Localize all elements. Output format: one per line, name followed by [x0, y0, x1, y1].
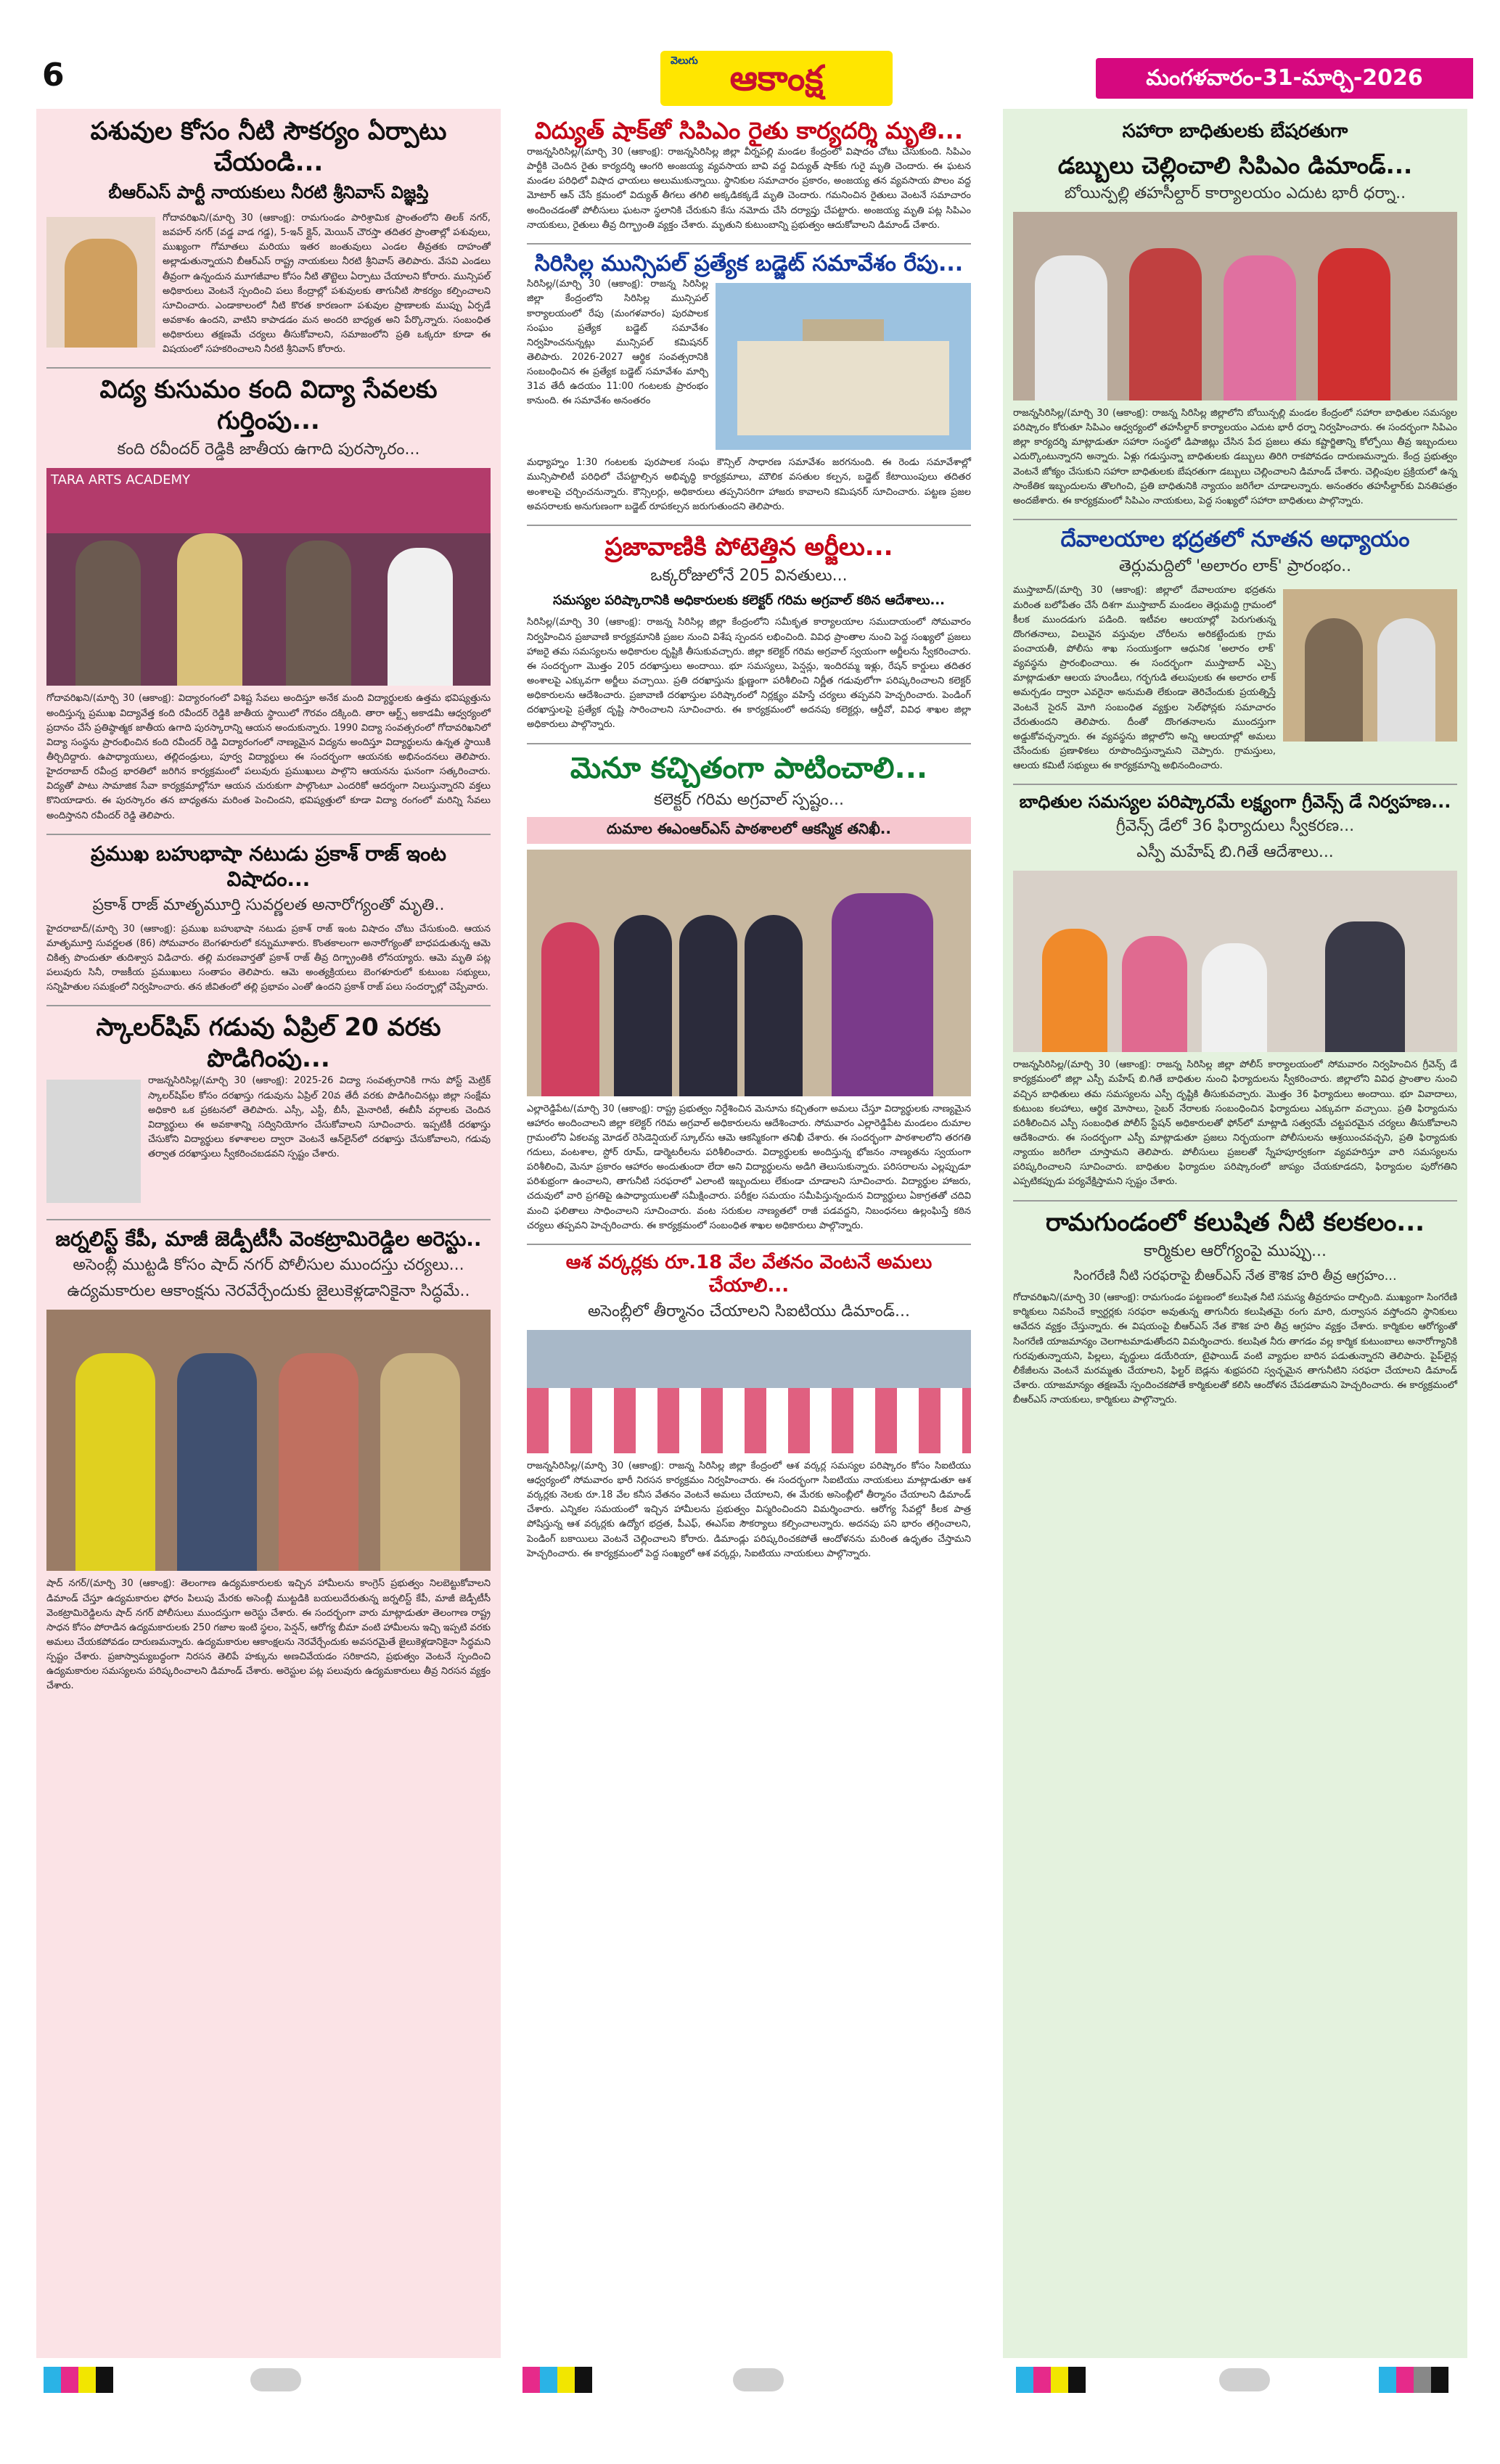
article-body: రాజన్నసిరిసిల్ల/(మార్చి 30 (ఆకాంక్ష): 2025-26 విద్యా సంవత్సరానికి గాను పోస్ట్ మెట్రిక్ స్కాలర్‌షిప్‌ల కోసం దరఖాస్తు గడువును ఏప్రిల్ 20వ తేదీ వరకు పొడిగించినట్లు జిల్లా సంక్షేమ అధికారి ఒక ప్రకటనలో తెలిపారు. ఎస్సీ, ఎస్టీ, బీసీ, మైనారిటీ, ఈబీసీ వర్గాలకు చెందిన విద్యార్థులు ఈ అవకాశాన్ని సద్వినియోగం చేసుకోవాలని సూచించారు. ఇప్పటికీ దరఖాస్తు చేసుకోని విద్యార్థులు కళాశాలల ద్వారా వెంటనే ఆన్‌లైన్‌లో దరఖాస్తు చేసుకోవాలని, గడువు తర్వాత దరఖాస్తులు స్వీకరించబడవని స్పష్టం చేశారు.: [148, 1075, 491, 1160]
article-body: ముస్తాబాద్/(మార్చి 30 (ఆకాంక్ష): జిల్లాలో దేవాలయాల భద్రతను మరింత బలోపేతం చేసే దిశగా ముస్తాబాద్ మండలం తెర్లుమద్ది గ్రామంలో కీలక ముందడుగు పడింది. ఇటీవల ఆలయాల్లో పెరుగుతున్న దొంగతనాలు, విలువైన వస్తువుల చోరీలను అరికట్టేందుకు గ్రామ పంచాయతీ, పోలీసు శాఖ సంయుక్తంగా ఆధునిక 'అలారం లాక్' వ్యవస్థను ప్రారంభించాయి. ఈ సందర్భంగా ముస్తాబాద్ ఎస్సై మాట్లాడుతూ ఆలయ హుండీలు, గర్భగుడి తలుపులకు ఈ అలారం లాక్ అమర్చడం ద్వారా ఎవరైనా అనుమతి లేకుండా తెరిచేందుకు ప్రయత్నిస్తే వెంటనే సైరన్ మోగి సంబంధిత వ్యక్తుల సెల్‌ఫోన్లకు సమాచారం చేరుతుందని తెలిపారు. దీంతో దొంగతనాలను ముందస్తుగా అడ్డుకోవచ్చన్నారు. ఈ వ్యవస్థను జిల్లాలోని అన్ని ఆలయాల్లో అమలు చేసేందుకు ప్రణాళికలు రూపొందిస్తున్నామని చెప్పారు. గ్రామస్తులు, ఆలయ కమిటీ సభ్యులు ఈ కార్యక్రమాన్ని అభినందించారు.: [1013, 585, 1276, 772]
article-body: గోదావరిఖని/(మార్చి 30 (ఆకాంక్ష): రామగుండం పారిశ్రామిక ప్రాంతంలోని తిలక్ నగర్, జవహర్ నగర్ (వడ్డ వాడ గడ్డ), 5-ఇన్ క్లైన్, మెయిన్ చౌరస్తా తదితర ప్రాంతాల్లో పశువులు, ముఖ్యంగా గోమాతలు మరియు ఇతర జంతువులు ఎండల తీవ్రతకు దాహంతో అల్లాడుతున్నాయని బీఆర్ఎస్ రాష్ట్ర నాయకులు నీరటి శ్రీనివాస్ తెలిపారు. వేసవి ఎండలు తీవ్రంగా ఉన్నందున మూగజీవాల కోసం నీటి తొట్టెలు ఏర్పాటు చేయాలని కోరారు. మున్సిపల్ అధికారులు వెంటనే స్పందించి పలు కేంద్రాల్లో పశువులకు తాగునీటి సౌకర్యం కల్పించాలని సూచించారు. ఎండాకాలంలో నీటి కొరత కారణంగా పశువుల ప్రాణాలకు ముప్పు ఏర్పడే అవకాశం ఉందని, వాటిని కాపాడడం మన అందరి బాధ్యత అని పేర్కొన్నారు. సంబంధిత అధికారులు తక్షణమే చర్యలు తీసుకోవాలని, సమాజంలోని ప్రతి ఒక్కరూ కూడా ఈ విషయంలో సహకరించాలని నీరటి శ్రీనివాస్ కోరారు.: [163, 213, 491, 356]
headline[interactable]: పశువుల కోసం నీటి సౌకర్యం ఏర్పాటు చేయండి...: [90, 117, 447, 177]
article-body: షాద్ నగర్/(మార్చి 30 (ఆకాంక్ష): తెలంగాణ ఉద్యమకారులకు ఇచ్చిన హామీలను కాంగ్రెస్ ప్రభుత్వం నిలబెట్టుకోవాలని డిమాండ్ చేస్తూ ఉద్యమకారుల ఫోరం పిలుపు మేరకు అసెంబ్లీ ముట్టడికి బయలుదేరుతున్న జర్నలిస్ట్ కేపీ, మాజీ జెడ్పీటీసీ వెంకట్రామిరెడ్డిలను షాద్ నగర్ పోలీసులు ముందస్తుగా అరెస్టు చేశారు. ఈ సందర్భంగా వారు మాట్లాడుతూ తెలంగాణ రాష్ట్ర సాధన కోసం పోరాడిన ఉద్యమకారులకు 250 గజాల ఇంటి స్థలం, పెన్షన్, ఆరోగ్య బీమా వంటి హామీలను ఇచ్చి ఇప్పటి వరకు అమలు చేయకపోవడం దారుణమన్నారు. ఉద్యమకారుల ఆకాంక్షలను నెరవేర్చేందుకు అవసరమైతే జైలుకెళ్లడానికైనా సిద్ధమని స్పష్టం చేశారు. ప్రజాస్వామ్యబద్ధంగా నిరసన తెలిపే హక్కును అణచివేయడం సరికాదని, ప్రభుత్వం వెంటనే స్పందించి ఉద్యమకారుల సమస్యలను పరిష్కరించాలని డిమాండ్ చేశారు. అరెస్టుల పట్ల పలువురు ఉద్యమకారులు తీవ్ర నిరసన వ్యక్తం చేశారు.: [46, 1578, 491, 1692]
story-asha-workers: [527, 1251, 971, 1561]
alarm-lock-photo: [1283, 589, 1457, 742]
story-contaminated-water: [1013, 1207, 1457, 1408]
article-body: సిరిసిల్ల/(మార్చి 30 (ఆకాంక్ష): రాజన్న సిరిసిల్ల జిల్లా కేంద్రంలోని సిరిసిల్ల మున్సిపల్ కార్యాలయంలో రేపు (మంగళవారం) పురపాలక సంఘం ప్రత్యేక బడ్జెట్ సమావేశం నిర్వహించనున్నట్లు మున్సిపల్ కమిషనర్ తెలిపారు. 2026-2027 ఆర్థిక సంవత్సరానికి సంబంధించిన ఈ ప్రత్యేక బడ్జెట్ సమావేశం మార్చి 31వ తేదీ ఉదయం 11:00 గంటలకు ప్రారంభం కానుంది. ఈ సమావేశం అనంతరం: [527, 279, 708, 407]
headline[interactable]: విద్యుత్ షాక్‌తో సిపిఎం రైతు కార్యదర్శి మృతి...: [535, 117, 963, 144]
headline[interactable]: స్కాలర్‌షిప్ గడువు ఏప్రిల్ 20 వరకు పొడిగింపు...: [96, 1013, 441, 1073]
left-column: [36, 109, 501, 2358]
kicker: సహారా బాధితులకు బేషరతుగా: [1122, 120, 1348, 142]
headline[interactable]: ప్రజావాణికి పోటెత్తిన అర్జీలు...: [604, 532, 893, 562]
subheadline-2: ఉద్యమకారుల ఆకాంక్షను నెరవేర్చేందుకు జైలుకెళ్లడానికైనా సిద్ధమే..: [67, 1282, 470, 1301]
headline[interactable]: రామగుండంలో కలుషిత నీటి కలకలం...: [1045, 1207, 1425, 1237]
protest-photo: [527, 1330, 971, 1453]
headline[interactable]: జర్నలిస్ట్ కేపీ, మాజీ జెడ్పీటీసీ వెంకట్రామిరెడ్డిల అరెస్టు..: [55, 1227, 482, 1252]
article-body: గోదావరిఖని/(మార్చి 30 (ఆకాంక్ష): రామగుండం పట్టణంలో కలుషిత నీటి సమస్య తీవ్రరూపం దాల్చింది. ముఖ్యంగా సింగరేణి కార్మికులు నివసించే క్వార్టర్లకు సరఫరా అవుతున్న తాగునీరు కలుషితమై రంగు మారి, దుర్వాసన వస్తోందని స్థానికులు ఆవేదన వ్యక్తం చేస్తున్నారు. ఈ విషయంపై బీఆర్ఎస్ నేత కౌశిక హరి తీవ్ర ఆగ్రహం వ్యక్తం చేశారు. కార్మికుల ఆరోగ్యంతో సింగరేణి యాజమాన్యం చెలగాటమాడుతోందని విమర్శించారు. కలుషిత నీరు తాగడం వల్ల కార్మిక కుటుంబాలు అనారోగ్యానికి గురవుతున్నాయని, పిల్లలు, వృద్ధులు డయేరియా, టైఫాయిడ్ వంటి వ్యాధుల బారిన పడుతున్నారని తెలిపారు. పైప్‌లైన్ల లీకేజీలను వెంటనే మరమ్మతు చేయాలని, ఫిల్టర్ బెడ్లను శుభ్రపరచి స్వచ్ఛమైన తాగునీటిని సరఫరా చేయాలని డిమాండ్ చేశారు. యాజమాన్యం తక్షణమే స్పందించకపోతే కార్మికులతో కలిసి ఆందోళన చేపడతామని హెచ్చరించారు. ఈ కార్యక్రమంలో బీఆర్ఎస్ నాయకులు, కార్మికులు పాల్గొన్నారు.: [1013, 1292, 1457, 1406]
story-kandi-award: [46, 374, 491, 823]
registration-pill: [250, 2368, 301, 2391]
headline[interactable]: సిరిసిల్ల మున్సిపల్ ప్రత్యేక బడ్జెట్ సమావేశం రేపు...: [534, 250, 964, 276]
dharna-photo: [1013, 212, 1457, 401]
article-body: రాజన్నసిరిసిల్ల/(మార్చి 30 (ఆకాంక్ష): రాజన్నసిరిసిల్ల జిల్లా వీర్నపల్లి మండల కేంద్రంలో విషాదం చోటు చేసుకుంది. సిపిఎం పార్టీకి చెందిన రైతు కార్యదర్శి ఆంగరి అంజయ్య వ్యవసాయ బావి వద్ద విద్యుత్ షాక్‌కు గురై మృతి చెందారు. ఈ ఘటన మండల పరిధిలో విషాద ఛాయలు అలుముకున్నాయి. స్థానికుల సమాచారం ప్రకారం, అంజయ్య తన వ్యవసాయ పొలం వద్ద మోటార్ ఆన్ చేసే క్రమంలో విద్యుత్ తీగలు తగిలి అక్కడికక్కడే మృతి చెందారు. గమనించిన రైతులు వెంటనే సమాచారం అందించడంతో పోలీసులు ఘటనా స్థలానికి చేరుకుని కేసు నమోదు చేసి దర్యాప్తు చేపట్టారు. అంజయ్య మృతి పట్ల సిపిఎం నాయకులు, రైతులు తీవ్ర దిగ్భ్రాంతి వ్యక్తం చేశారు. మృతుని కుటుంబాన్ని ప్రభుత్వం ఆదుకోవాలని డిమాండ్ చేశారు.: [527, 147, 971, 231]
photo-banner: TARA ARTS ACADEMY: [46, 468, 491, 533]
story-prakash-raj: [46, 841, 491, 995]
color-registration-bar: [1379, 2367, 1448, 2393]
story-prajavani: [527, 532, 971, 733]
award-photo: [46, 468, 491, 686]
article-body: సిరిసిల్ల/(మార్చి 30 (ఆకాంక్ష): రాజన్న సిరిసిల్ల జిల్లా కేంద్రంలోని సమీకృత కార్యాలయాల సముదాయంలో సోమవారం నిర్వహించిన ప్రజావాణి కార్యక్రమానికి ప్రజల నుంచి విశేష స్పందన లభించింది. వివిధ ప్రాంతాల నుంచి పెద్ద సంఖ్యలో ప్రజలు హాజరై తమ సమస్యలను అధికారుల దృష్టికి తీసుకువచ్చారు. జిల్లా కలెక్టర్ గరిమ అగ్రవాల్ స్వయంగా అర్జీలను స్వీకరించారు. ఈ సందర్భంగా మొత్తం 205 దరఖాస్తులు అందాయి. భూ సమస్యలు, పెన్షన్లు, ఇందిరమ్మ ఇళ్లు, రేషన్ కార్డులు తదితర అంశాలపై ఎక్కువగా అర్జీలు వచ్చాయి. ప్రతి దరఖాస్తును క్షుణ్ణంగా పరిశీలించి నిర్ణీత గడువులోగా పరిష్కరించాలని కలెక్టర్ అధికారులను ఆదేశించారు. ప్రజావాణి దరఖాస్తుల పరిష్కారంలో నిర్లక్ష్యం వహిస్తే చర్యలు తప్పవని హెచ్చరించారు. పెండింగ్ దరఖాస్తులపై ప్రత్యేక దృష్టి సారించాలని సూచించారు. ఈ కార్యక్రమంలో అదనపు కలెక్టర్లు, ఆర్డీవో, వివిధ శాఖల జిల్లా అధికారులు పాల్గొన్నారు.: [527, 617, 971, 731]
logo-tag: వెలుగు: [671, 55, 698, 67]
logo-text: ఆకాంక్ష: [729, 58, 824, 99]
subheadline: అసెంబ్లీ ముట్టడి కోసం షాద్ నగర్ పోలీసుల ముందస్తు చర్యలు...: [73, 1256, 464, 1275]
story-sircilla-budget: [527, 250, 971, 514]
story-scholarship: [46, 1012, 491, 1209]
story-journalist-arrest: [46, 1226, 491, 1693]
right-column: [1003, 109, 1467, 2358]
page-number: 6: [42, 57, 65, 94]
color-registration-bar: [1016, 2367, 1086, 2393]
grievance-photo: [1013, 871, 1457, 1052]
color-registration-bar: [44, 2367, 113, 2393]
subheadline-2: దుమాల ఈఎంఆర్ఎస్ పాఠశాలలో ఆకస్మిక తనిఖీ..: [527, 817, 971, 844]
headline[interactable]: మెనూ కచ్చితంగా పాటించాలి...: [570, 751, 928, 785]
subheadline-2: ఎస్పీ మహేష్ బి.గితే ఆదేశాలు...: [1136, 843, 1334, 862]
subheadline: కంది రవీందర్ రెడ్డికి జాతీయ ఉగాది పురస్కారం...: [117, 440, 420, 459]
subheadline: బీఆర్ఎస్ పార్టీ నాయకులు నీరటి శ్రీనివాస్ విజ్ఞప్తి: [108, 182, 429, 202]
headline[interactable]: దేవాలయాల భద్రతలో నూతన అధ్యాయం: [1060, 526, 1410, 552]
headline[interactable]: ఆశ వర్కర్లకు రూ.18 వేల వేతనం వెంటనే అమలు చేయాలి...: [565, 1251, 933, 1297]
article-body: రాజన్నసిరిసిల్ల/(మార్చి 30 (ఆకాంక్ష): రాజన్న సిరిసిల్ల జిల్లాలోని బోయిన్పల్లి మండల కేంద్రంలో సహారా బాధితుల సమస్యల పరిష్కారం కోరుతూ సిపిఎం ఆధ్వర్యంలో తహసీల్దార్ కార్యాలయం ఎదుట భారీ ధర్నా నిర్వహించారు. ఈ సందర్భంగా సిపిఎం జిల్లా కార్యదర్శి మాట్లాడుతూ సహారా సంస్థలో డిపాజిట్లు చేసిన పేద ప్రజలు తమ కష్టార్జితాన్ని కోల్పోయి తీవ్ర ఇబ్బందులు ఎదుర్కొంటున్నారని అన్నారు. ఏళ్లు గడుస్తున్నా బాధితులకు డబ్బులు తిరిగి రాకపోవడం దారుణమన్నారు. కేంద్ర ప్రభుత్వం వెంటనే జోక్యం చేసుకుని సహారా బాధితులకు బేషరతుగా డబ్బులు చెల్లించాలని డిమాండ్ చేశారు. చెల్లింపుల ప్రక్రియలో ఉన్న సాంకేతిక ఇబ్బందులను తొలగించి, ప్రతి బాధితునికి న్యాయం జరిగేలా చూడాలన్నారు. అనంతరం తహసీల్దార్‌కు వినతిపత్రం అందజేశారు. ఈ కార్యక్రమంలో సిపిఎం నాయకులు, పెద్ద సంఖ్యలో సహారా బాధితులు పాల్గొన్నారు.: [1013, 408, 1457, 506]
story-menu-inspection: [527, 750, 971, 1233]
dateline: మంగళవారం-31-మార్చి-2026: [1096, 58, 1473, 99]
article-body: గోదావరిఖని/(మార్చి 30 (ఆకాంక్ష): విద్యారంగంలో విశిష్ట సేవలు అందిస్తూ అనేక మంది విద్యార్థులకు ఉత్తమ భవిష్యత్తును అందిస్తున్న ప్రముఖ విద్యావేత్త కంది రవీందర్ రెడ్డికి జాతీయ స్థాయిలో గౌరవం దక్కింది. తారా ఆర్ట్స్ అకాడమీ ఆధ్వర్యంలో ప్రదానం చేసే ప్రతిష్ఠాత్మక జాతీయ ఉగాది పురస్కారాన్ని ఆయన అందుకున్నారు. 1990 విద్యా సంవత్సరంలో గోదావరిఖనిలో విద్యా సంస్థను ప్రారంభించిన కంది రవీందర్ రెడ్డి విద్యారంగంలో నాణ్యమైన విద్యను అందిస్తూ విద్యార్థులను ఉన్నత స్థాయికి తీర్చిదిద్దారు. ఉపాధ్యాయులు, తల్లిదండ్రులు, పూర్వ విద్యార్థులు ఈ సందర్భంగా ఆయనకు అభినందనలు తెలిపారు. హైదరాబాద్ రవీంద్ర భారతిలో జరిగిన కార్యక్రమంలో పలువురు ప్రముఖులు పాల్గొని ఆయనను ఘనంగా సత్కరించారు. విద్యతో పాటు సామాజిక సేవా కార్యక్రమాల్లోనూ ఆయన చురుకుగా పాల్గొంటూ ఎందరికో ఆదర్శంగా నిలుస్తున్నారని వక్తలు కొనియాడారు. ఈ పురస్కారం తన బాధ్యతను మరింత పెంచిందని, భవిష్యత్తులో కూడా విద్యా రంగంలో మరిన్ని సేవలు అందిస్తానని రవీందర్ రెడ్డి తెలిపారు.: [46, 693, 491, 821]
subheadline-2: సమస్యల పరిష్కారానికి అధికారులకు కలెక్టర్ గరిమ అగ్రవాల్ కఠిన ఆదేశాలు...: [552, 593, 946, 609]
story-grievance-day: [1013, 791, 1457, 1189]
middle-column: [517, 109, 981, 2358]
notice-photo: [46, 1080, 141, 1203]
article-body-continued: మధ్యాహ్నం 1:30 గంటలకు పురపాలక సంఘ కౌన్సిల్ సాధారణ సమావేశం జరగనుంది. ఈ రెండు సమావేశాల్లో మున్సిపాలిటీ పరిధిలో చేపట్టాల్సిన అభివృద్ధి కార్యక్రమాలు, మౌలిక వసతుల కల్పన, బడ్జెట్ కేటాయింపులు తదితర అంశాలపై చర్చించనున్నారు. కౌన్సిలర్లు, అధికారులు తప్పనిసరిగా హాజరు కావాలని కమిషనర్ సూచించారు. పట్టణ ప్రజల అవసరాలకు అనుగుణంగా బడ్జెట్ రూపకల్పన జరుగుతుందని తెలిపారు.: [527, 457, 971, 512]
subheadline-2: సింగరేణి నీటి సరఫరాపై బీఆర్ఎస్ నేత కౌశిక హరి తీవ్ర ఆగ్రహం...: [1073, 1268, 1397, 1284]
headline[interactable]: బాధితుల సమస్యల పరిష్కారమే లక్ష్యంగా గ్రీవెన్స్ డే నిర్వహణ...: [1019, 792, 1451, 813]
newspaper-logo[interactable]: [660, 51, 893, 106]
subheadline: అసెంబ్లీలో తీర్మానం చేయాలని సిఐటియు డిమాండ్...: [587, 1302, 910, 1321]
headline[interactable]: విద్య కుసుమం కంది విద్యా సేవలకు గుర్తింపు...: [99, 375, 438, 435]
headline[interactable]: ప్రముఖ బహుభాషా నటుడు ప్రకాశ్ రాజ్ ఇంట విషాదం...: [91, 841, 446, 891]
subheadline: గ్రీవెన్స్ డేలో 36 ఫిర్యాదులు స్వీకరణ...: [1115, 817, 1355, 836]
subheadline: తెర్లుమద్దిలో 'అలారం లాక్' ప్రారంభం..: [1118, 557, 1352, 576]
subheadline: కలెక్టర్ గరిమ అగ్రవాల్ స్పష్టం...: [653, 790, 845, 809]
headline[interactable]: డబ్బులు చెల్లించాలి సిపిఎం డిమాండ్...: [1057, 152, 1413, 179]
story-sahara-victims: [1013, 120, 1457, 509]
portrait-photo: [46, 217, 155, 348]
subheadline: బోయిన్పల్లి తహసీల్దార్ కార్యాలయం ఎదుట భారీ ధర్నా..: [1064, 184, 1406, 202]
school-visit-photo: [527, 850, 971, 1096]
story-electric-shock: [527, 116, 971, 233]
article-body: హైదరాబాద్/(మార్చి 30 (ఆకాంక్ష): ప్రముఖ బహుభాషా నటుడు ప్రకాశ్ రాజ్ ఇంట విషాదం చోటు చేసుకుంది. ఆయన మాతృమూర్తి సువర్ణలత (86) సోమవారం బెంగళూరులో కన్నుమూశారు. కొంతకాలంగా అనారోగ్యంతో బాధపడుతున్న ఆమె చికిత్స పొందుతూ తుదిశ్వాస విడిచారు. తల్లి మరణవార్తతో ప్రకాశ్ రాజ్ తీవ్ర దిగ్భ్రాంతికి లోనయ్యారు. ఆమె మృతి పట్ల పలువురు సినీ, రాజకీయ ప్రముఖులు సంతాపం తెలిపారు. ఆమె అంత్యక్రియలు బెంగళూరులో కుటుంబ సభ్యులు, సన్నిహితుల సమక్షంలో నిర్వహించారు. తన జీవితంలో తల్లి ప్రభావం ఎంతో ఉందని ప్రకాశ్ రాజ్ పలు సందర్భాల్లో చెప్పేవారు.: [46, 923, 491, 993]
municipal-building-photo: [716, 283, 971, 450]
story-cattle-water: [46, 116, 491, 357]
article-body: రాజన్నసిరిసిల్ల/(మార్చి 30 (ఆకాంక్ష): రాజన్న సిరిసిల్ల జిల్లా పోలీస్ కార్యాలయంలో సోమవారం నిర్వహించిన గ్రీవెన్స్ డే కార్యక్రమంలో జిల్లా ఎస్పీ మహేష్ బి.గితే బాధితుల నుంచి ఫిర్యాదులను స్వీకరించారు. జిల్లాలోని వివిధ ప్రాంతాల నుంచి వచ్చిన బాధితులు తమ సమస్యలను ఎస్పీ దృష్టికి తీసుకువచ్చారు. మొత్తం 36 ఫిర్యాదులు అందాయి. భూ వివాదాలు, కుటుంబ కలహాలు, ఆర్థిక మోసాలు, సైబర్ నేరాలకు సంబంధించిన ఫిర్యాదులు ఎక్కువగా వచ్చాయి. ప్రతి ఫిర్యాదును పరిశీలించిన ఎస్పీ సంబంధిత పోలీస్ స్టేషన్ అధికారులతో ఫోన్‌లో మాట్లాడి సత్వరమే చట్టపరమైన చర్యలు తీసుకోవాలని ఆదేశించారు. ఈ సందర్భంగా ఎస్పీ మాట్లాడుతూ ప్రజలు నిర్భయంగా పోలీసులను ఆశ్రయించవచ్చని, ప్రతి ఫిర్యాదుకు న్యాయం జరిగేలా చూస్తామని తెలిపారు. పోలీసులు ప్రజలతో స్నేహపూర్వకంగా వ్యవహరిస్తూ వారి సమస్యలను పరిష్కరించాలని సూచించారు. బాధితుల ఫిర్యాదుల పరిష్కారంలో జాప్యం చేయకూడదని, ఫిర్యాదుల పురోగతిని ఎప్పటికప్పుడు పర్యవేక్షిస్తామని స్పష్టం చేశారు.: [1013, 1059, 1457, 1188]
registration-pill: [1219, 2368, 1270, 2391]
subheadline: ప్రకాశ్ రాజ్ మాతృమూర్తి సువర్ణలత అనారోగ్యంతో మృతి..: [92, 895, 445, 914]
arrest-photo: [46, 1310, 491, 1571]
article-body: ఎల్లారెడ్డిపేట/(మార్చి 30 (ఆకాంక్ష): రాష్ట్ర ప్రభుత్వం నిర్దేశించిన మెనూను కచ్చితంగా అమలు చేస్తూ విద్యార్థులకు నాణ్యమైన ఆహారం అందించాలని జిల్లా కలెక్టర్ గరిమ అగ్రవాల్ అధికారులను ఆదేశించారు. సోమవారం ఎల్లారెడ్డిపేట మండలం దుమాల గ్రామంలోని ఏకలవ్య మోడల్ రెసిడెన్షియల్ స్కూల్‌ను ఆమె ఆకస్మికంగా తనిఖీ చేశారు. ఈ సందర్భంగా పాఠశాలలోని తరగతి గదులు, వంటశాల, స్టోర్ రూమ్, డార్మెటరీలను పరిశీలించారు. విద్యార్థులకు అందిస్తున్న భోజనం నాణ్యతను స్వయంగా పరిశీలించి, మెనూ ప్రకారం ఆహారం అందుతుందా లేదా అని విద్యార్థులను అడిగి తెలుసుకున్నారు. పరిసరాలను ఎల్లప్పుడూ పరిశుభ్రంగా ఉంచాలని, తాగునీటి సరఫరాలో ఎలాంటి ఇబ్బందులు లేకుండా చూడాలని సూచించారు. విద్యార్థుల హాజరు, చదువులో వారి ప్రగతిపై ఉపాధ్యాయులతో సమీక్షించారు. పరీక్షల సమయం సమీపిస్తున్నందున విద్యార్థులు ఏకాగ్రతతో చదివి మంచి ఫలితాలు సాధించాలని సూచించారు. వంట సరుకుల నాణ్యతలో రాజీ పడవద్దని, నిబంధనలు ఉల్లంఘిస్తే కఠిన చర్యలు తప్పవని హెచ్చరించారు. ఈ కార్యక్రమంలో సంబంధిత శాఖల అధికారులు పాల్గొన్నారు.: [527, 1103, 971, 1231]
story-temple-security: [1013, 526, 1457, 773]
subheadline: ఒక్కరోజులోనే 205 వినతులు...: [650, 567, 848, 586]
article-body: రాజన్నసిరిసిల్ల/(మార్చి 30 (ఆకాంక్ష): రాజన్న సిరిసిల్ల జిల్లా కేంద్రంలో ఆశ వర్కర్ల సమస్యల పరిష్కారం కోసం సిఐటియు ఆధ్వర్యంలో సోమవారం భారీ నిరసన కార్యక్రమం నిర్వహించారు. ఈ సందర్భంగా సిఐటియు నాయకులు మాట్లాడుతూ ఆశ వర్కర్లకు నెలకు రూ.18 వేల కనీస వేతనం వెంటనే అమలు చేయాలని, ఈ మేరకు అసెంబ్లీలో తీర్మానం చేయాలని డిమాండ్ చేశారు. ఎన్నికల సమయంలో ఇచ్చిన హామీలను ప్రభుత్వం విస్మరించిందని విమర్శించారు. ఆరోగ్య సేవల్లో కీలక పాత్ర పోషిస్తున్న ఆశ వర్కర్లకు ఉద్యోగ భద్రత, పీఎఫ్, ఈఎస్ఐ సౌకర్యాలు కల్పించాలన్నారు. అదనపు పని భారం తగ్గించాలని, పెండింగ్ బకాయిలు వెంటనే చెల్లించాలని కోరారు. డిమాండ్లు పరిష్కరించకపోతే ఆందోళనను మరింత ఉధృతం చేస్తామని హెచ్చరించారు. ఈ కార్యక్రమంలో పెద్ద సంఖ్యలో ఆశ వర్కర్లు, సిఐటియు నాయకులు పాల్గొన్నారు.: [527, 1460, 971, 1559]
subheadline: కార్మికుల ఆరోగ్యంపై ముప్పు...: [1143, 1242, 1327, 1261]
color-registration-bar: [522, 2367, 592, 2393]
masthead: [36, 51, 1473, 106]
registration-pill: [733, 2368, 784, 2391]
